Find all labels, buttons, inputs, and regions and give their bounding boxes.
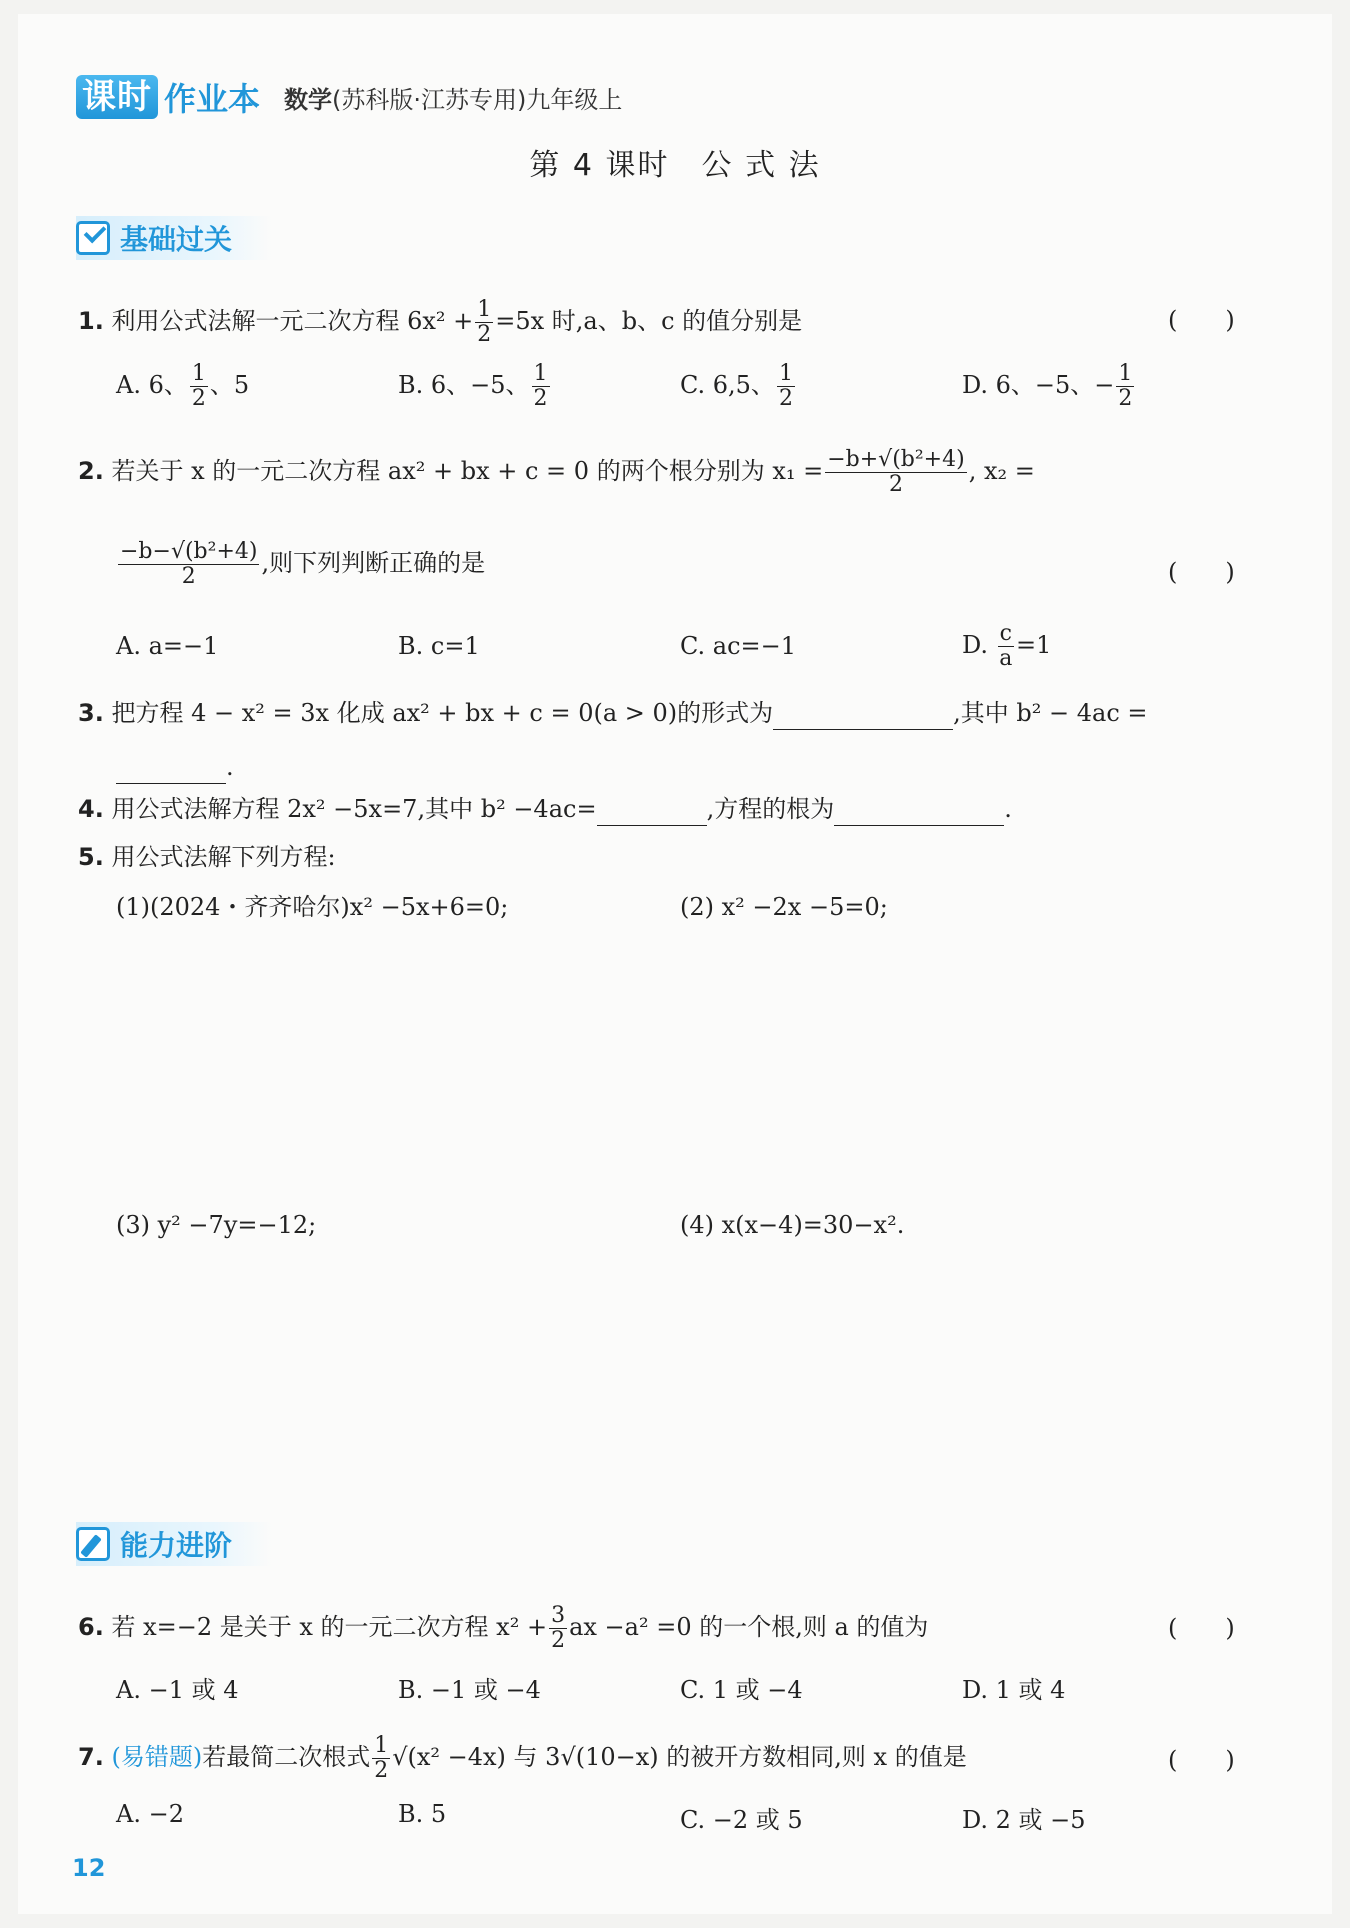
error-prone-tag: (易错题) xyxy=(111,1743,203,1772)
question-text: 利用公式法解一元二次方程 6x² + xyxy=(111,307,474,336)
question-1 xyxy=(78,298,802,347)
question-text: 用公式法解方程 2x² −5x=7,其中 b² −4ac= xyxy=(111,795,597,823)
fraction: $\frac{1}{2}$ xyxy=(477,297,492,348)
option-c[interactable]: C. 6,5、 $\frac{1}{2}$ xyxy=(680,361,793,412)
section-basic-label: 基础过关 xyxy=(120,223,233,256)
option-b[interactable]: B. 5 xyxy=(398,1800,447,1828)
question-6 xyxy=(78,1604,928,1653)
question-text: 把方程 4 − x² = 3x 化成 ax² + bx + c = 0(a > 0)的形式为 xyxy=(111,699,774,727)
subject-rest: (苏科版·江苏专用)九年级上 xyxy=(332,86,623,114)
option-a[interactable]: A. 6、 $\frac{1}{2}$ 、5 xyxy=(116,361,250,412)
sub-question-4: (4) x(x−4)=30−x². xyxy=(680,1211,905,1239)
question-text: 若 x=−2 是关于 x 的一元二次方程 x² + xyxy=(111,1613,548,1642)
subject-line xyxy=(284,80,622,115)
brand-box: 课时 xyxy=(76,75,158,119)
question-3-cont: . xyxy=(116,750,234,784)
option-b[interactable]: B. −1 或 −4 xyxy=(398,1676,541,1704)
question-text: ,方程的根为 xyxy=(706,795,835,823)
option-a[interactable]: A. −2 xyxy=(116,1800,184,1828)
question-2 xyxy=(78,448,1035,497)
question-text: =5x 时,a、b、c 的值分别是 xyxy=(495,307,803,336)
section-advanced-label: 能力进阶 xyxy=(120,1529,233,1562)
option-d[interactable]: D. 2 或 −5 xyxy=(962,1806,1086,1834)
option-a[interactable]: A. −1 或 4 xyxy=(116,1676,239,1704)
answer-paren[interactable]: ( ) xyxy=(1168,1746,1235,1774)
fraction: $\frac{\text{−b+√(b²+4)}}{2}$ xyxy=(827,447,965,498)
question-text: ,则下列判断正确的是 xyxy=(261,549,486,578)
checkbox-icon xyxy=(76,221,110,255)
fraction: $\frac{\text{−b−√(b²+4)}}{2}$ xyxy=(120,539,258,590)
option-d[interactable]: D. $\frac{c}{a}$ =1 xyxy=(962,621,1052,672)
section-basic xyxy=(76,216,272,260)
question-number: 7. xyxy=(78,1743,104,1772)
question-text: 若最简二次根式 xyxy=(202,1743,371,1772)
question-text: ax −a² =0 的一个根,则 a 的值为 xyxy=(569,1613,929,1642)
question-5 xyxy=(78,840,336,874)
sub-question-2: (2) x² −2x −5=0; xyxy=(680,893,888,921)
lesson-title: 第 4 课时 公 式 法 xyxy=(529,148,821,183)
answer-blank[interactable] xyxy=(116,756,226,784)
fraction: $\frac{1}{2}$ xyxy=(374,1733,389,1784)
question-number: 5. xyxy=(78,843,104,871)
pencil-icon xyxy=(76,1527,110,1561)
answer-blank[interactable] xyxy=(597,798,707,826)
brand-text: 作业本 xyxy=(164,80,261,118)
question-4: 4. 用公式法解方程 2x² −5x=7,其中 b² −4ac= ,方程的根为 . xyxy=(78,792,1012,826)
question-text: ,其中 b² − 4ac = xyxy=(953,699,1148,727)
question-text: 若关于 x 的一元二次方程 ax² + bx + c = 0 的两个根分别为 x₁ = xyxy=(111,457,824,486)
page-number: 12 xyxy=(72,1854,106,1882)
question-text: √(x² −4x) 与 3√(10−x) 的被开方数相同,则 x 的值是 xyxy=(392,1743,967,1772)
question-text: , x₂ = xyxy=(968,457,1035,486)
option-b[interactable]: B. c=1 xyxy=(398,632,480,660)
section-advanced xyxy=(76,1522,272,1566)
answer-paren[interactable]: ( ) xyxy=(1168,558,1235,586)
option-b[interactable]: B. 6、−5、 $\frac{1}{2}$ xyxy=(398,361,548,412)
option-c[interactable]: C. ac=−1 xyxy=(680,632,797,660)
question-number: 3. xyxy=(78,699,104,727)
option-d[interactable]: D. 6、−5、− $\frac{1}{2}$ xyxy=(962,361,1133,412)
brand-logo xyxy=(76,74,260,120)
question-7 xyxy=(78,1734,967,1783)
question-number: 4. xyxy=(78,795,104,823)
question-2-cont xyxy=(116,540,485,589)
answer-blank[interactable] xyxy=(834,798,1004,826)
question-number: 1. xyxy=(78,307,104,336)
option-c[interactable]: C. −2 或 5 xyxy=(680,1806,803,1834)
option-d[interactable]: D. 1 或 4 xyxy=(962,1676,1066,1704)
option-a[interactable]: A. a=−1 xyxy=(116,632,219,660)
answer-paren[interactable]: ( ) xyxy=(1168,1614,1235,1642)
sub-question-1: (1)(2024・齐齐哈尔)x² −5x+6=0; xyxy=(116,893,509,921)
sub-question-3: (3) y² −7y=−12; xyxy=(116,1211,317,1239)
answer-paren[interactable]: ( ) xyxy=(1168,306,1235,334)
answer-blank[interactable] xyxy=(773,702,953,730)
fraction: $\frac{3}{2}$ xyxy=(551,1603,566,1654)
option-c[interactable]: C. 1 或 −4 xyxy=(680,1676,803,1704)
question-number: 2. xyxy=(78,457,104,486)
question-text: 用公式法解下列方程: xyxy=(111,843,336,871)
question-number: 6. xyxy=(78,1613,104,1642)
question-3 xyxy=(78,696,1148,730)
subject-bold: 数学 xyxy=(284,86,332,114)
